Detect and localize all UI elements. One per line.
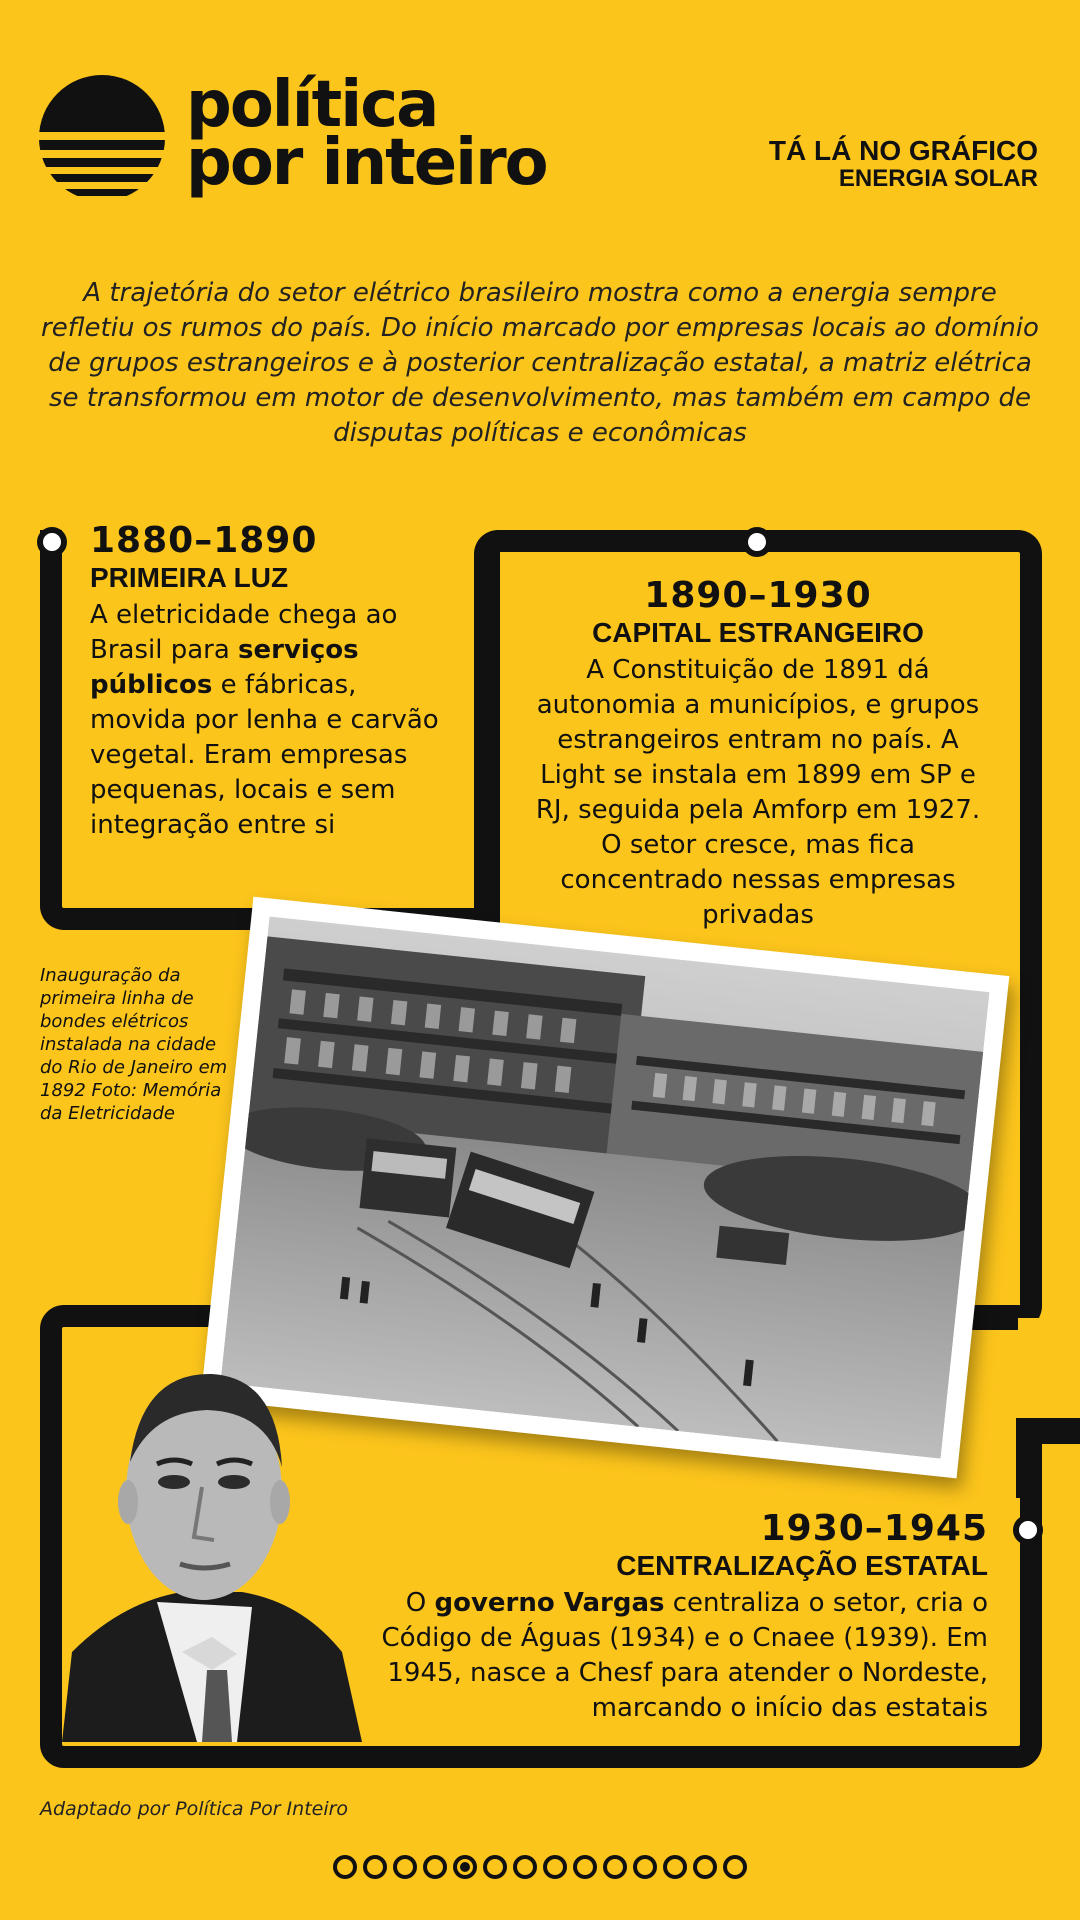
pagination-dot-11[interactable] bbox=[633, 1855, 657, 1879]
pagination-dot-14[interactable] bbox=[723, 1855, 747, 1879]
era-1-years: 1880–1890 bbox=[90, 520, 318, 561]
era-3-text: O governo Vargas centraliza o setor, cria o Código de Águas (1934) e o Cnaee (1939). Em 1945, nasce a Chesf para atender o Nordeste, marcando o início das estatais bbox=[381, 1588, 988, 1723]
era-2-text: A Constituição de 1891 dá autonomia a municípios, e grupos estrangeiros entram no país. A Light se instala em 1899 em SP e RJ, seguida pela Amforp em 1927. O setor cresce, mas fica concentrado nessas empresas privadas bbox=[535, 655, 981, 930]
era-1-title: PRIMEIRA LUZ bbox=[90, 562, 289, 593]
sun-logo-icon bbox=[38, 74, 166, 202]
pagination-dot-13[interactable] bbox=[693, 1855, 717, 1879]
era-2-title: CAPITAL ESTRANGEIRO bbox=[592, 617, 924, 648]
era-1-highlight: serviços públicos bbox=[90, 635, 359, 700]
pagination-dot-9[interactable] bbox=[573, 1855, 597, 1879]
brand-wordmark bbox=[186, 68, 547, 200]
carousel-pagination bbox=[0, 1855, 1080, 1879]
pagination-dot-12[interactable] bbox=[663, 1855, 687, 1879]
era-2-years: 1890–1930 bbox=[644, 575, 872, 616]
era-3-title: CENTRALIZAÇÃO ESTATAL bbox=[616, 1550, 988, 1581]
series-subtitle: ENERGIA SOLAR bbox=[838, 165, 1038, 192]
pagination-dot-7[interactable] bbox=[513, 1855, 537, 1879]
credit-line: Adaptado por Política Por Inteiro bbox=[40, 1798, 349, 1820]
timeline-node-2 bbox=[742, 527, 772, 557]
pagination-dot-1[interactable] bbox=[333, 1855, 357, 1879]
pagination-dot-2[interactable] bbox=[363, 1855, 387, 1879]
pagination-dot-10[interactable] bbox=[603, 1855, 627, 1879]
pagination-dot-8[interactable] bbox=[543, 1855, 567, 1879]
era-1-text: A eletricidade chega ao Brasil para serviços públicos e fábricas, movida por lenha e carvão vegetal. Eram empresas pequenas, locais e sem integração entre si bbox=[90, 600, 439, 840]
intro-paragraph: A trajetória do setor elétrico brasileiro mostra como a energia sempre refletiu os rumos do país. Do início marcado por empresas locais ao domínio de grupos estrangeiros e à posterior centralização estatal, a matriz elétrica se transformou em motor de desenvolvimento, mas também em campo de disputas políticas e econômicas bbox=[41, 278, 1039, 448]
timeline-node-3 bbox=[1013, 1515, 1043, 1545]
series-label bbox=[769, 136, 1038, 192]
era-3-years: 1930–1945 bbox=[760, 1508, 988, 1549]
pagination-dot-6[interactable] bbox=[483, 1855, 507, 1879]
era-3-highlight: governo Vargas bbox=[434, 1588, 665, 1618]
timeline-node-1 bbox=[37, 527, 67, 557]
brand-line-1: política bbox=[186, 68, 438, 142]
timeline-connector-vertical bbox=[1016, 1418, 1042, 1498]
pagination-dot-3[interactable] bbox=[393, 1855, 417, 1879]
brand-line-2: por inteiro bbox=[186, 126, 547, 200]
photo-caption: Inauguração da primeira linha de bondes elétricos instalada na cidade do Rio de Janeiro em 1892 Foto: Memória da Eletricidade bbox=[40, 965, 228, 1124]
series-title: TÁ LÁ NO GRÁFICO bbox=[768, 135, 1038, 166]
pagination-dot-4[interactable] bbox=[423, 1855, 447, 1879]
pagination-dot-5[interactable] bbox=[453, 1855, 477, 1879]
